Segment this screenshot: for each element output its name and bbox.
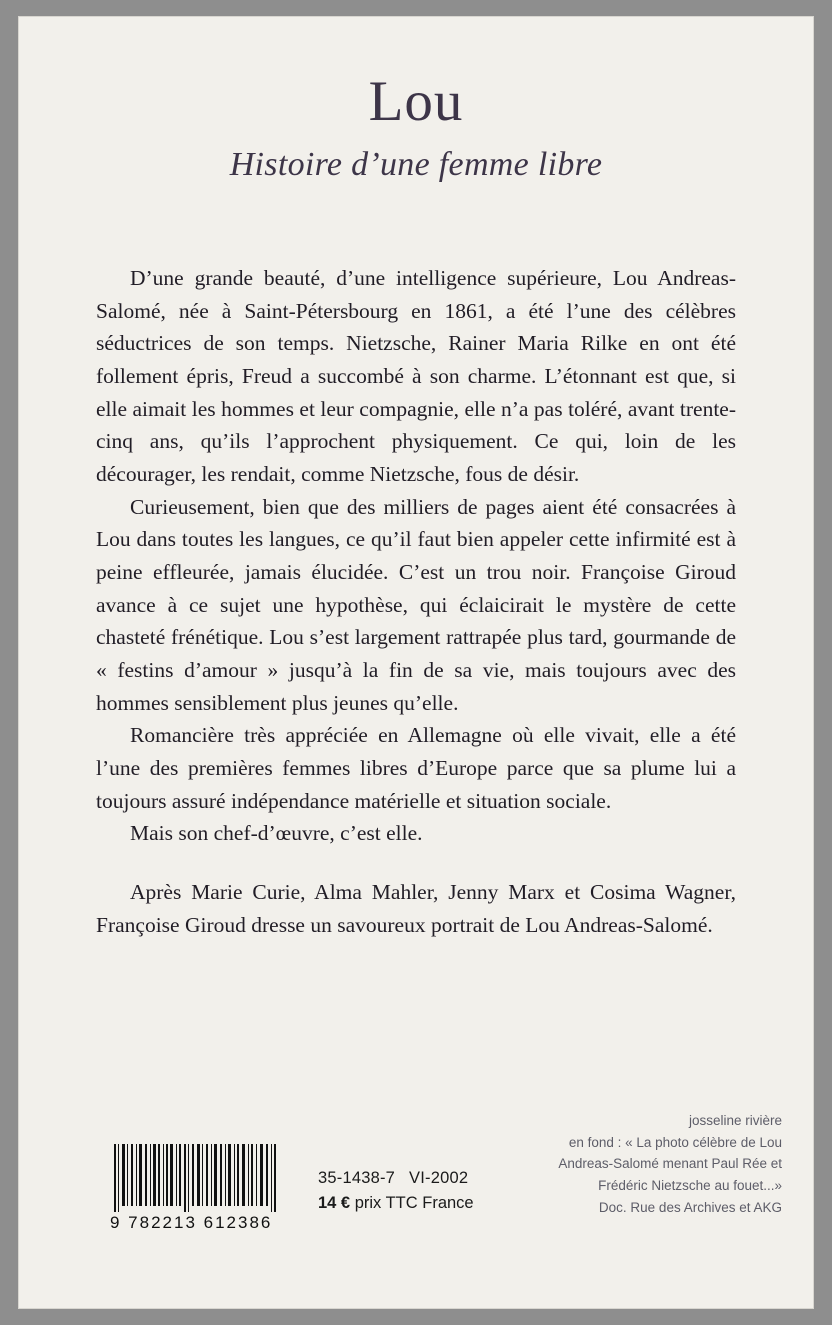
blurb-paragraph: Romancière très appréciée en Allemagne où elle vivait, elle a été l’une des premières femmes libres d’Europe parce que sa plume lui a toujours assuré indépendance matérielle et situation sociale. bbox=[96, 723, 736, 813]
title-block bbox=[18, 72, 814, 184]
cover-panel bbox=[18, 16, 814, 1309]
credit-line: en fond : « La photo célèbre de Lou bbox=[568, 1134, 782, 1150]
blurb-paragraph: Curieusement, bien que des milliers de pages aient été consacrées à Lou dans toutes les langues, ce qu’il faut bien appeler cette infirmité est à peine effleurée, jamais élucidée. C’est un trou noir. Françoise Giroud avance à ce sujet une hypothèse, qui éclaicirait le mystère de cette chasteté frénétique. Lou s’est largement rattrapée plus tard, gourmande de « festins d’amour » jusqu’à la fin de sa vie, mais toujours avec des hommes sensiblement plus jeunes qu’elle. bbox=[96, 494, 736, 715]
price-note: prix TTC France bbox=[354, 1194, 474, 1213]
reference-date: VI-2002 bbox=[409, 1168, 469, 1187]
page-title: Lou bbox=[368, 70, 464, 133]
credit-line: Andreas-Salomé menant Paul Rée et bbox=[558, 1156, 782, 1172]
barcode-area bbox=[110, 1144, 300, 1233]
credit-line: Doc. Rue des Archives et AKG bbox=[598, 1200, 782, 1216]
blurb-text bbox=[96, 262, 736, 941]
credit-line: Frédéric Nietzsche au fouet...» bbox=[598, 1178, 782, 1194]
barcode-digits: 9 782213 612386 bbox=[110, 1213, 273, 1232]
price-value: 14 € bbox=[318, 1194, 351, 1213]
reference-code: 35-1438-7 bbox=[318, 1168, 396, 1187]
blurb-paragraph: Mais son chef-d’œuvre, c’est elle. bbox=[130, 821, 423, 846]
blurb-paragraph: D’une grande beauté, d’une intelligence supérieure, Lou Andreas-Salomé, née à Saint-Pétersbourg en 1861, a été l’une des célèbres séductrices de son temps. Nietzsche, Rainer Maria Rilke en ont été follement épris, Freud a succombé à son charme. L’étonnant est que, si elle aimait les hommes et leur compagnie, elle n’a pas toléré, avant trente-cinq ans, qu’ils l’approchent physiquement. Ce qui, loin de les décourager, les rendait, comme Nietzsche, fous de désir. bbox=[96, 265, 736, 486]
price-area bbox=[318, 1166, 474, 1217]
price-line bbox=[318, 1191, 474, 1217]
credit-line: josseline rivière bbox=[688, 1112, 782, 1128]
blurb-closing-paragraph: Après Marie Curie, Alma Mahler, Jenny Marx et Cosima Wagner, Françoise Giroud dresse un savoureux portrait de Lou Andreas-Salomé. bbox=[96, 879, 736, 937]
reference-line bbox=[318, 1166, 474, 1192]
barcode-icon bbox=[110, 1144, 282, 1212]
page-subtitle: Histoire d’une femme libre bbox=[229, 145, 603, 183]
photo-credits bbox=[482, 1110, 782, 1219]
